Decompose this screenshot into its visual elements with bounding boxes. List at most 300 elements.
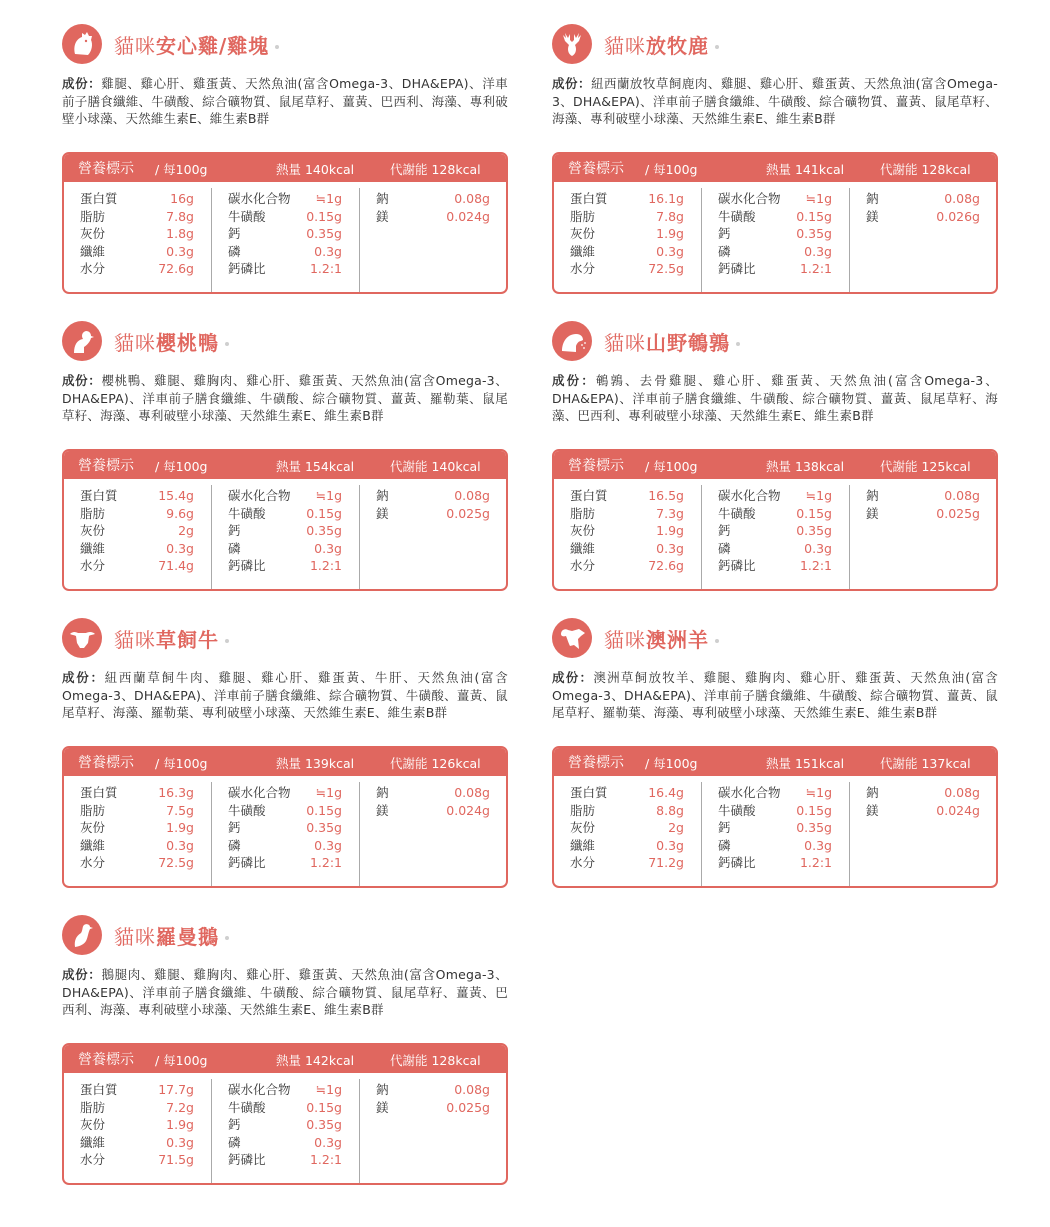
nutrient-value: 1.2:1: [309, 261, 342, 276]
nutrient-value: 0.35g: [306, 820, 342, 835]
nutrient-row: [570, 505, 684, 523]
nutrient-name: 脂肪: [570, 505, 596, 521]
nutrient-name: 水分: [570, 855, 596, 870]
column-divider: [211, 782, 212, 886]
product-name-main: 羅曼鵝: [156, 924, 219, 949]
nutrient-column: [570, 784, 684, 872]
nutrient-name: 鈣: [228, 226, 241, 241]
decor-dot: [225, 342, 229, 346]
column-divider: [359, 1079, 360, 1183]
product-name: [114, 921, 229, 950]
nutrient-value: 0.35g: [796, 820, 832, 835]
nutrient-value: 1.2:1: [309, 1152, 342, 1167]
column-divider: [701, 188, 702, 292]
nutrient-value: 16.3g: [158, 785, 194, 800]
nutrient-row: [80, 802, 194, 820]
nutrient-value: 0.025g: [936, 505, 980, 521]
nutrient-row: [718, 784, 832, 802]
product-title-row: [552, 321, 740, 361]
nutrient-column: [228, 190, 342, 278]
nutrient-value: 0.3g: [804, 540, 832, 556]
nutrition-label: 營養標示: [568, 458, 624, 474]
nutrient-row: [228, 208, 342, 226]
nutrient-row: [718, 540, 832, 558]
nutrient-value: 0.3g: [166, 540, 194, 556]
nutrient-row: [228, 837, 342, 855]
nutrient-value: 1.8g: [166, 226, 194, 241]
metabolizable-energy: 代謝能 126kcal: [390, 756, 481, 771]
nutrient-name: 蛋白質: [80, 488, 118, 503]
product-title-row: [62, 618, 229, 658]
nutrient-name: 鈣: [718, 226, 731, 241]
metabolizable-energy: 代謝能 128kcal: [390, 162, 481, 177]
nutrient-value: 0.35g: [796, 523, 832, 538]
nutrient-name: 蛋白質: [80, 1082, 118, 1097]
nutrient-name: 灰份: [80, 226, 106, 241]
nutrient-value: 16.5g: [648, 488, 684, 503]
nutrient-row: [80, 190, 194, 208]
nutrient-value: 0.15g: [796, 208, 832, 224]
nutrient-row: [228, 505, 342, 523]
calories: 熱量 154kcal: [276, 459, 355, 474]
nutrient-row: [718, 854, 832, 872]
nutrition-header: [64, 1045, 506, 1073]
nutrient-value: 0.08g: [944, 191, 980, 206]
nutrient-value: ≒1g: [315, 191, 342, 206]
nutrient-column: [718, 784, 832, 872]
ingredients-label: 成份：: [552, 670, 594, 685]
nutrient-row: [80, 225, 194, 243]
nutrient-value: 0.08g: [454, 785, 490, 800]
product-name: [114, 327, 229, 356]
nutrient-row: [718, 837, 832, 855]
nutrient-row: [570, 540, 684, 558]
nutrient-row: [866, 487, 980, 505]
nutrient-row: [80, 522, 194, 540]
nutrient-value: 72.6g: [648, 558, 684, 573]
nutrient-name: 纖維: [80, 837, 106, 853]
nutrient-value: 0.35g: [796, 226, 832, 241]
nutrition-label: 營養標示: [78, 755, 134, 771]
nutrition-label: 營養標示: [568, 161, 624, 177]
nutrient-value: 72.5g: [648, 261, 684, 276]
metabolizable-energy: 代謝能 140kcal: [390, 459, 481, 474]
nutrient-name: 鈉: [866, 488, 879, 503]
nutrient-value: 16.4g: [648, 785, 684, 800]
column-divider: [359, 782, 360, 886]
nutrient-name: 蛋白質: [570, 488, 608, 503]
ingredients-text: [62, 966, 508, 1019]
nutrient-row: [80, 1081, 194, 1099]
nutrient-value: ≒1g: [805, 488, 832, 503]
nutrient-row: [718, 243, 832, 261]
nutrient-row: [718, 802, 832, 820]
nutrient-value: 0.15g: [306, 1099, 342, 1115]
nutrient-row: [80, 854, 194, 872]
ingredients-label: 成份：: [552, 76, 591, 91]
ingredients-list: 櫻桃鴨、雞腿、雞胸肉、雞心肝、雞蛋黃、天然魚油(富含Omega-3、DHA&EPA)、洋車前子膳食纖維、牛磺酸、綜合礦物質、薑黃、羅勒葉、鼠尾草籽、海藻、專利破壁小球藻、天然維生素E、維生素B群: [62, 373, 508, 423]
nutrient-name: 鈉: [866, 191, 879, 206]
nutrition-header: [554, 154, 996, 182]
nutrient-name: 脂肪: [80, 505, 106, 521]
nutrient-value: 0.08g: [454, 488, 490, 503]
column-divider: [849, 782, 850, 886]
nutrient-row: [570, 208, 684, 226]
product-name: [114, 30, 279, 59]
nutrition-header: [64, 451, 506, 479]
nutrient-name: 水分: [570, 261, 596, 276]
ingredients-list: 紐西蘭放牧草飼鹿肉、雞腿、雞心肝、雞蛋黃、天然魚油(富含Omega-3、DHA&EPA)、洋車前子膳食纖維、牛磺酸、綜合礦物質、薑黃、鼠尾草籽、海藻、專利破壁小球藻、天然維生素E、維生素B群: [552, 76, 998, 126]
nutrition-panel: [552, 746, 998, 888]
nutrient-name: 纖維: [80, 1134, 106, 1150]
nutrient-value: 0.3g: [804, 243, 832, 259]
nutrient-row: [80, 243, 194, 261]
nutrient-name: 磷: [718, 540, 731, 556]
calories: 熱量 142kcal: [276, 1053, 355, 1068]
ingredients-list: 紐西蘭草飼牛肉、雞腿、雞心肝、雞蛋黃、牛肝、天然魚油(富含Omega-3、DHA&EPA)、洋車前子膳食纖維、綜合礦物質、牛磺酸、薑黃、鼠尾草籽、海藻、羅勒葉、專利破壁小球藻、天然維生素E、維生素B群: [62, 670, 508, 720]
nutrient-name: 纖維: [80, 243, 106, 259]
nutrition-label: 營養標示: [78, 161, 134, 177]
nutrient-value: 1.9g: [166, 820, 194, 835]
nutrient-column: [376, 784, 490, 819]
per-serving: / 每100g: [155, 1053, 208, 1068]
product-title-row: [552, 618, 719, 658]
ingredients-list: 鵪鶉、去骨雞腿、雞心肝、雞蛋黃、天然魚油(富含Omega-3、DHA&EPA)、洋車前子膳食纖維、牛磺酸、綜合礦物質、薑黃、鼠尾草籽、海藻、巴西利、專利破壁小球藻、天然維生素E、維生素B群: [552, 373, 998, 423]
nutrient-value: 71.2g: [648, 855, 684, 870]
nutrient-name: 蛋白質: [80, 785, 118, 800]
nutrient-row: [80, 1151, 194, 1169]
nutrient-value: 72.5g: [158, 855, 194, 870]
nutrient-name: 牛磺酸: [228, 505, 266, 521]
nutrition-panel: [62, 1043, 508, 1185]
column-divider: [849, 485, 850, 589]
nutrient-name: 鈣: [718, 820, 731, 835]
nutrient-row: [718, 487, 832, 505]
nutrient-row: [866, 208, 980, 226]
nutrient-value: 0.15g: [796, 505, 832, 521]
per-serving: / 每100g: [155, 459, 208, 474]
calories: 熱量 141kcal: [766, 162, 845, 177]
nutrient-row: [80, 557, 194, 575]
nutrient-row: [228, 190, 342, 208]
nutrition-panel: [552, 449, 998, 591]
nutrient-value: 1.9g: [166, 1117, 194, 1132]
nutrient-value: 7.3g: [656, 505, 684, 521]
nutrient-value: ≒1g: [315, 785, 342, 800]
product-name-prefix: 貓咪: [604, 330, 646, 355]
nutrient-name: 鎂: [376, 1099, 389, 1115]
nutrient-value: 0.3g: [314, 1134, 342, 1150]
nutrient-row: [228, 819, 342, 837]
nutrient-name: 鈉: [376, 1082, 389, 1097]
product-name-prefix: 貓咪: [114, 627, 156, 652]
nutrition-label: 營養標示: [78, 1052, 134, 1068]
nutrient-name: 鈣: [718, 523, 731, 538]
nutrient-name: 脂肪: [80, 802, 106, 818]
nutrient-row: [570, 522, 684, 540]
nutrition-panel: [552, 152, 998, 294]
nutrient-value: 0.08g: [944, 785, 980, 800]
ingredients-list: 鵝腿肉、雞腿、雞胸肉、雞心肝、雞蛋黃、天然魚油(富含Omega-3、DHA&EPA)、洋車前子膳食纖維、牛磺酸、綜合礦物質、鼠尾草籽、薑黃、巴西利、海藻、專利破壁小球藻、天然維生素E、維生素B群: [62, 967, 508, 1017]
nutrient-row: [228, 540, 342, 558]
nutrient-row: [570, 819, 684, 837]
nutrient-row: [376, 1081, 490, 1099]
column-divider: [701, 782, 702, 886]
nutrition-panel: [62, 449, 508, 591]
nutrient-value: ≒1g: [315, 488, 342, 503]
nutrient-value: 0.15g: [796, 802, 832, 818]
nutrient-row: [718, 505, 832, 523]
nutrient-row: [228, 854, 342, 872]
per-serving: / 每100g: [645, 756, 698, 771]
nutrient-column: [228, 487, 342, 575]
nutrient-value: 0.15g: [306, 802, 342, 818]
nutrient-name: 水分: [80, 855, 106, 870]
nutrient-column: [570, 190, 684, 278]
nutrient-value: 0.024g: [446, 802, 490, 818]
metabolizable-energy: 代謝能 125kcal: [880, 459, 971, 474]
nutrient-value: 2g: [668, 820, 684, 835]
product-name-main: 澳洲羊: [646, 627, 709, 652]
nutrition-body: [554, 479, 996, 589]
quail-icon: [552, 321, 592, 361]
nutrient-name: 纖維: [570, 837, 596, 853]
nutrient-name: 牛磺酸: [718, 505, 756, 521]
nutrient-name: 牛磺酸: [228, 1099, 266, 1115]
nutrient-name: 磷: [718, 243, 731, 259]
nutrient-name: 灰份: [570, 820, 596, 835]
nutrient-row: [718, 208, 832, 226]
nutrient-row: [570, 802, 684, 820]
nutrition-body: [64, 776, 506, 886]
column-divider: [701, 485, 702, 589]
nutrient-column: [718, 487, 832, 575]
nutrient-value: 9.6g: [166, 505, 194, 521]
nutrient-name: 鈣磷比: [228, 261, 266, 276]
ingredients-label: 成份：: [62, 373, 102, 388]
nutrient-row: [80, 208, 194, 226]
ingredients-list: 雞腿、雞心肝、雞蛋黃、天然魚油(富含Omega-3、DHA&EPA)、洋車前子膳食纖維、牛磺酸、綜合礦物質、鼠尾草籽、薑黃、巴西利、海藻、專利破壁小球藻、天然維生素E、維生素B群: [62, 76, 508, 126]
nutrient-value: 7.8g: [166, 208, 194, 224]
cow-icon: [62, 618, 102, 658]
nutrient-name: 鈣磷比: [718, 261, 756, 276]
nutrient-row: [570, 243, 684, 261]
nutrient-value: 0.3g: [314, 837, 342, 853]
nutrient-name: 水分: [80, 1152, 106, 1167]
product-title-row: [552, 24, 719, 64]
nutrient-value: 7.2g: [166, 1099, 194, 1115]
nutrient-row: [80, 540, 194, 558]
nutrient-row: [570, 487, 684, 505]
nutrient-value: 72.6g: [158, 261, 194, 276]
nutrient-row: [376, 487, 490, 505]
nutrient-name: 碳水化合物: [228, 191, 291, 206]
nutrition-body: [554, 182, 996, 292]
nutrient-value: 7.5g: [166, 802, 194, 818]
decor-dot: [715, 45, 719, 49]
nutrient-value: 1.2:1: [799, 855, 832, 870]
nutrient-row: [80, 260, 194, 278]
nutrient-row: [80, 1099, 194, 1117]
product-name-prefix: 貓咪: [114, 924, 156, 949]
nutrient-value: 1.9g: [656, 226, 684, 241]
nutrient-row: [228, 1099, 342, 1117]
product-name-main: 安心雞/雞塊: [156, 33, 270, 58]
nutrient-row: [866, 784, 980, 802]
nutrient-name: 鈣磷比: [718, 855, 756, 870]
nutrient-column: [570, 487, 684, 575]
nutrient-name: 脂肪: [80, 208, 106, 224]
per-serving: / 每100g: [645, 459, 698, 474]
nutrient-name: 灰份: [570, 523, 596, 538]
nutrient-name: 灰份: [80, 523, 106, 538]
product-name: [604, 30, 719, 59]
nutrient-column: [376, 1081, 490, 1116]
metabolizable-energy: 代謝能 128kcal: [390, 1053, 481, 1068]
nutrient-column: [228, 1081, 342, 1169]
nutrient-name: 水分: [80, 558, 106, 573]
nutrient-name: 牛磺酸: [718, 208, 756, 224]
nutrient-name: 碳水化合物: [228, 785, 291, 800]
nutrition-body: [64, 479, 506, 589]
deer-icon: [552, 24, 592, 64]
goose-icon: [62, 915, 102, 955]
nutrient-value: 0.025g: [446, 505, 490, 521]
nutrient-row: [570, 260, 684, 278]
nutrient-row: [80, 487, 194, 505]
nutrient-name: 纖維: [570, 243, 596, 259]
metabolizable-energy: 代謝能 137kcal: [880, 756, 971, 771]
nutrient-name: 磷: [228, 1134, 241, 1150]
sheep-icon: [552, 618, 592, 658]
nutrient-name: 鎂: [866, 802, 879, 818]
nutrient-value: 0.3g: [314, 540, 342, 556]
nutrient-value: 0.024g: [936, 802, 980, 818]
nutrition-label: 營養標示: [78, 458, 134, 474]
nutrient-name: 蛋白質: [80, 191, 118, 206]
nutrient-name: 碳水化合物: [718, 785, 781, 800]
nutrient-row: [376, 505, 490, 523]
nutrient-value: 0.3g: [166, 243, 194, 259]
nutrient-name: 碳水化合物: [228, 488, 291, 503]
nutrient-name: 水分: [570, 558, 596, 573]
nutrient-name: 蛋白質: [570, 785, 608, 800]
nutrient-name: 鎂: [376, 802, 389, 818]
product-title-row: [62, 915, 229, 955]
nutrient-name: 牛磺酸: [228, 208, 266, 224]
nutrition-body: [554, 776, 996, 886]
calories: 熱量 139kcal: [276, 756, 355, 771]
nutrient-row: [228, 557, 342, 575]
duck-icon: [62, 321, 102, 361]
product-name: [604, 624, 719, 653]
nutrient-name: 鎂: [866, 505, 879, 521]
ingredients-label: 成份：: [62, 76, 102, 91]
nutrient-row: [80, 1134, 194, 1152]
nutrient-row: [866, 802, 980, 820]
nutrient-name: 脂肪: [570, 802, 596, 818]
nutrient-value: 2g: [178, 523, 194, 538]
calories: 熱量 138kcal: [766, 459, 845, 474]
ingredients-text: [62, 75, 508, 128]
nutrient-row: [376, 1099, 490, 1117]
nutrient-value: 0.15g: [306, 505, 342, 521]
nutrient-row: [228, 225, 342, 243]
nutrient-row: [718, 522, 832, 540]
nutrient-name: 磷: [228, 837, 241, 853]
nutrient-value: 15.4g: [158, 488, 194, 503]
nutrient-value: 16.1g: [648, 191, 684, 206]
nutrient-row: [718, 557, 832, 575]
ingredients-text: [62, 669, 508, 722]
nutrient-column: [228, 784, 342, 872]
nutrient-name: 碳水化合物: [718, 488, 781, 503]
nutrient-value: ≒1g: [315, 1082, 342, 1097]
nutrient-value: 0.08g: [944, 488, 980, 503]
nutrient-name: 灰份: [570, 226, 596, 241]
per-serving: / 每100g: [155, 756, 208, 771]
nutrient-value: 0.3g: [166, 1134, 194, 1150]
nutrient-name: 纖維: [570, 540, 596, 556]
ingredients-text: [552, 372, 998, 425]
nutrient-value: 0.35g: [306, 523, 342, 538]
nutrient-value: 0.15g: [306, 208, 342, 224]
nutrient-value: 1.9g: [656, 523, 684, 538]
column-divider: [211, 485, 212, 589]
nutrition-body: [64, 182, 506, 292]
nutrient-name: 鈉: [376, 785, 389, 800]
nutrient-name: 鈉: [866, 785, 879, 800]
product-title-row: [62, 321, 229, 361]
nutrient-name: 鈣: [228, 1117, 241, 1132]
nutrient-row: [228, 1151, 342, 1169]
nutrient-value: 1.2:1: [799, 261, 832, 276]
nutrient-column: [376, 190, 490, 225]
nutrient-name: 碳水化合物: [228, 1082, 291, 1097]
nutrient-name: 灰份: [80, 820, 106, 835]
nutrition-header: [554, 451, 996, 479]
nutrient-value: ≒1g: [805, 191, 832, 206]
nutrition-panel: [62, 746, 508, 888]
ingredients-text: [552, 75, 998, 128]
nutrient-name: 牛磺酸: [228, 802, 266, 818]
nutrient-name: 纖維: [80, 540, 106, 556]
decor-dot: [225, 639, 229, 643]
nutrient-row: [228, 260, 342, 278]
nutrient-row: [80, 784, 194, 802]
nutrient-row: [228, 243, 342, 261]
nutrient-column: [866, 487, 980, 522]
nutrient-row: [866, 505, 980, 523]
decor-dot: [275, 45, 279, 49]
column-divider: [211, 188, 212, 292]
decor-dot: [225, 936, 229, 940]
nutrient-name: 磷: [718, 837, 731, 853]
nutrient-value: ≒1g: [805, 785, 832, 800]
nutrient-name: 碳水化合物: [718, 191, 781, 206]
nutrient-value: 1.2:1: [309, 558, 342, 573]
ingredients-label: 成份：: [62, 670, 105, 685]
ingredients-list: 澳洲草飼放牧羊、雞腿、雞胸肉、雞心肝、雞蛋黃、天然魚油(富含Omega-3、DHA&EPA)、洋車前子膳食纖維、牛磺酸、綜合礦物質、薑黃、鼠尾草籽、羅勒葉、海藻、專利破壁小球藻、天然維生素E、維生素B群: [552, 670, 998, 720]
nutrient-column: [80, 784, 194, 872]
nutrient-value: 1.2:1: [309, 855, 342, 870]
nutrient-value: 16g: [170, 191, 194, 206]
product-title-row: [62, 24, 279, 64]
nutrient-column: [80, 190, 194, 278]
calories: 熱量 151kcal: [766, 756, 845, 771]
nutrient-name: 鈣: [228, 820, 241, 835]
nutrient-value: 0.025g: [446, 1099, 490, 1115]
